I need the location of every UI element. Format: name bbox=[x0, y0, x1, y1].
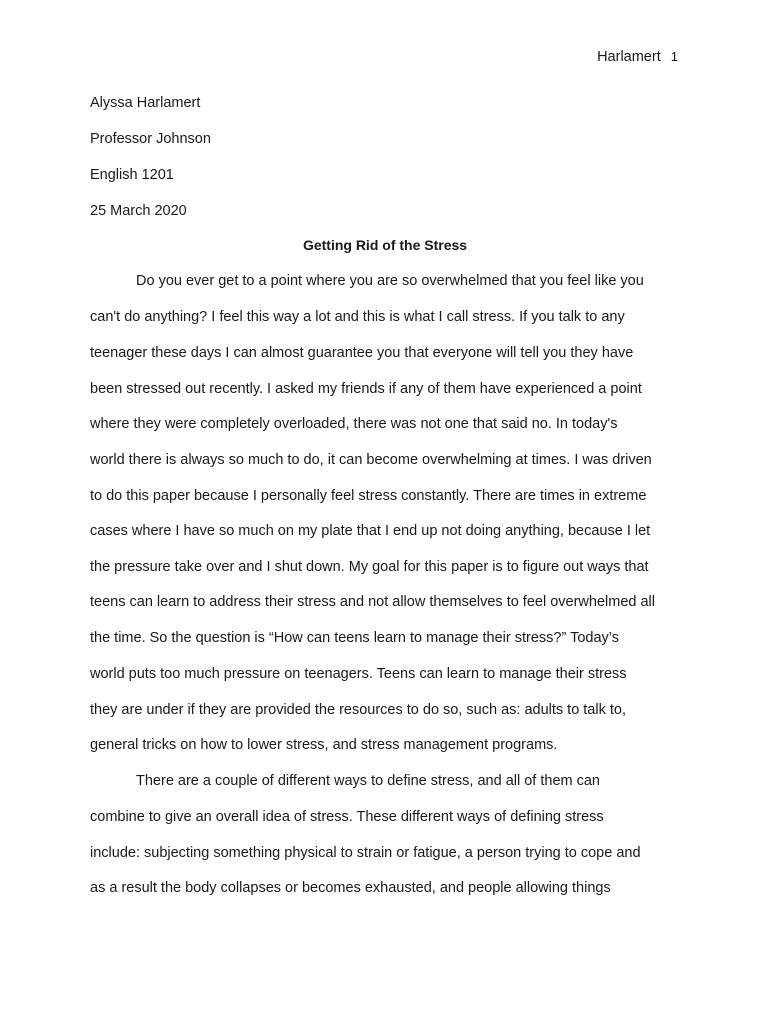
paragraph-1-line-3: teenager these days I can almost guarantee you that everyone will tell you they have bbox=[90, 345, 634, 361]
paragraph-2-line-4: as a result the body collapses or becomes exhausted, and people allowing things bbox=[90, 880, 611, 896]
essay-date: 25 March 2020 bbox=[90, 203, 187, 219]
mla-heading bbox=[90, 93, 680, 237]
paragraph-1-line-5: where they were completely overloaded, there was not one that said no. In today's bbox=[90, 416, 618, 432]
paragraph-1-line-10: teens can learn to address their stress and not allow themselves to feel overwhelmed all bbox=[90, 594, 655, 610]
page-number: 1 bbox=[670, 49, 678, 64]
paragraph-1-line-7: to do this paper because I personally feel stress constantly. There are times in extreme bbox=[90, 488, 647, 504]
paragraph-1-line-6: world there is always so much to do, it can become overwhelming at times. I was driven bbox=[90, 452, 652, 468]
author-name: Alyssa Harlamert bbox=[90, 95, 201, 111]
running-head-name: Harlamert bbox=[597, 49, 661, 65]
paragraph-1-line-13: they are under if they are provided the resources to do so, such as: adults to talk to, bbox=[90, 702, 626, 718]
paragraph-1-line-1: Do you ever get to a point where you are so overwhelmed that you feel like you bbox=[136, 273, 644, 289]
paragraph-1-line-11: the time. So the question is “How can teens learn to manage their stress?” Today’s bbox=[90, 630, 619, 646]
paragraph-2-line-3: include: subjecting something physical to strain or fatigue, a person trying to cope and bbox=[90, 845, 641, 861]
paragraph-1-line-14: general tricks on how to lower stress, and stress management programs. bbox=[90, 737, 558, 753]
paragraph-1-line-2: can't do anything? I feel this way a lot and this is what I call stress. If you talk to any bbox=[90, 309, 625, 325]
paragraph-2-line-2: combine to give an overall idea of stress. These different ways of defining stress bbox=[90, 809, 604, 825]
paragraph-1-line-9: the pressure take over and I shut down. My goal for this paper is to figure out ways that bbox=[90, 559, 649, 575]
instructor-name: Professor Johnson bbox=[90, 131, 211, 147]
course-name: English 1201 bbox=[90, 167, 174, 183]
paragraph-1-line-4: been stressed out recently. I asked my friends if any of them have experienced a point bbox=[90, 381, 642, 397]
paragraph-1-line-8: cases where I have so much on my plate that I end up not doing anything, because I let bbox=[90, 523, 651, 539]
paragraph-2-line-1: There are a couple of different ways to define stress, and all of them can bbox=[136, 773, 600, 789]
running-head bbox=[597, 47, 678, 67]
paragraph-1-line-12: world puts too much pressure on teenagers. Teens can learn to manage their stress bbox=[90, 666, 627, 682]
essay-title: Getting Rid of the Stress bbox=[302, 237, 468, 253]
